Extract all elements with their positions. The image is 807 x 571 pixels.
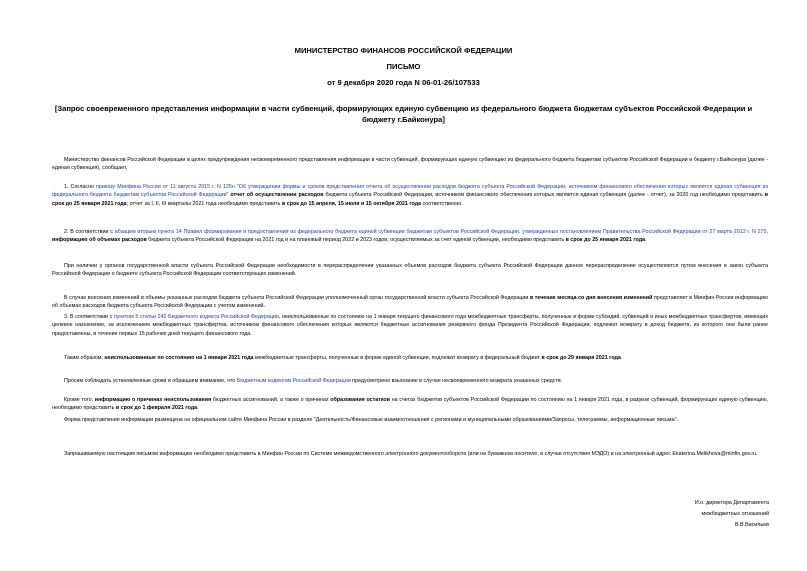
paragraph-8: Кроме того, информацию о причинах неиспользования бюджетных ассигнований, а также о причинах образования остатков на счетах бюджетов субъектов Российской Федерации по состоянию на 1 января 2021 года, в разрезе субвенций, формирующих единую субвенцию, необходимо представить в срок до 1 февраля 2021 года.: [52, 397, 768, 412]
budget-code-242-link[interactable]: пунктом 5 статьи 242 Бюджетного кодекса Российской Федерации: [113, 314, 279, 320]
signature-name: В.В.Васильев: [734, 522, 769, 528]
paragraph-3: При наличии у органов государственной власти субъекта Российской Федерации необходимости в перераспределении указанных объемов расходов бюджета субъекта Российской Федерации данное перераспределение осуществляется путем внесения в закон субъекта Российской Федерации о бюджете субъекта Российской Федерации соответствующих изменений.: [52, 263, 768, 278]
paragraph-10: Запрашиваемую настоящим письмом информацию необходимо представить в Минфин России по Системе межведомственного электронного документооборота (или на бумажном носителе, в случае отсутствия МЭДО) и на электронный адрес Ekaterina.Melikhova@minfin.gov.ru.: [64, 451, 758, 457]
paragraph-9: Форма представления информации размещена на официальном сайте Минфина России в разделе "Деятельность/Финансовые взаимоотношения с регионами и муниципальными образованиями/Запросы, телеграммы, информационные письма".: [64, 417, 678, 423]
paragraph-7: Просим соблюдать установленные сроки и обращаем внимание, что Бюджетным кодексом Российской Федерации предусмотрено взыскание в случае несвоевременного возврата указанных средств.: [64, 378, 563, 384]
document-type: ПИСЬМО: [386, 62, 421, 71]
rules-275-link[interactable]: абзацем вторым пункта 14 Правил формирования и предоставления из федерального бюджета единой субвенции бюджетам субъектов Российской Федерации, утвержденных постановлением Правительства Российской Федерации от 27 марта 2013 г. N 275: [114, 229, 767, 235]
paragraph-2: 2. В соответствии с абзацем вторым пункта 14 Правил формирования и предоставления из федерального бюджета единой субвенции бюджетам субъектов Российской Федерации, утвержденных постановлением Правительства Российской Федерации от 27 марта 2013 г. N 275, информацию об объемах расходов бюджета субъекта Российской Федерации на 2021 год и на плановый период 2022 и 2023 годов, осуществляемых за счет единой субвенции, необходимо представить в срок до 25 января 2021 года.: [52, 229, 768, 244]
paragraph-5: 3. В соответствии с пунктом 5 статьи 242 Бюджетного кодекса Российской Федерации, неиспользованные по состоянию на 1 января текущего финансового года межбюджетные трансферты, полученные в форме субсидий, субвенций и иных межбюджетных трансфертов, имеющих целевое назначение, за исключением межбюджетных трансфертов, источником финансового обеспечения которых являются бюджетные ассигнования резервного фонда Президента Российской Федерации, подлежат возврату в доход бюджета, из которого они были ранее предоставлены, в течение первых 15 рабочих дней текущего финансового года.: [52, 314, 768, 337]
paragraph-intro: Министерство финансов Российской Федерации в целях предупреждения несвоевременного представления информации в части субвенций, формирующих единую субвенцию из федерального бюджета бюджетам субъектов Российской Федерации и бюджету г.Байконура (далее - единая субвенция), сообщает.: [52, 157, 768, 172]
document-subject: [Запрос своевременного представления информации в части субвенций, формирующих единую субвенцию из федерального бюджета бюджетам субъектов Российской Федерации и бюджету г.Байконура]: [54, 104, 753, 124]
budget-code-link[interactable]: Бюджетным кодексом Российской Федерации: [236, 378, 351, 384]
ministry-title: МИНИСТЕРСТВО ФИНАНСОВ РОССИЙСКОЙ ФЕДЕРАЦИИ: [294, 46, 513, 55]
paragraph-6: Таким образом, неиспользованные по состоянию на 1 января 2021 года межбюджетные трансферты, полученные в форме единой субвенции, подлежат возврату в федеральный бюджет в срок до 29 января 2021 года.: [64, 355, 623, 361]
date-number: от 9 декабря 2020 года N 06-01-26/107533: [327, 78, 480, 87]
signature-line-1: И.о. директора Департамента: [694, 500, 769, 506]
paragraph-4: В случае внесения изменений в объемы указанных расходов бюджета субъекта Российской Федерации уполномоченный орган государственной власти субъекта Российской Федерации в течение месяца со дня внесения изменений представляет в Минфин России информацию об объемах расходов бюджета субъекта Российской Федерации с учетом изменений.: [52, 295, 768, 310]
order-125n-link[interactable]: приказу Минфина России от 11 августа 2015 г. N 125н "Об утверждении формы и сроков представления отчета об осуществлении расходов бюджета субъекта Российской Федерации, источником финансового обеспечения которых является единая субвенция из федерального бюджета бюджетам субъектов Российской Федерации": [52, 184, 768, 199]
signature-line-2: межбюджетных отношений: [701, 511, 769, 517]
paragraph-1: 1. Согласно приказу Минфина России от 11 августа 2015 г. N 125н "Об утверждении формы и сроков представления отчета об осуществлении расходов бюджета субъекта Российской Федерации, источником финансового обеспечения которых является единая субвенция из федерального бюджета бюджетам субъектов Российской Федерации" отчет об осуществлении расходов бюджета субъекта Российской Федерации, источником финансового обеспечения которых является единая субвенция (далее - отчет), за 2020 год необходимо представить в срок до 25 января 2021 года; отчет за I, II, III кварталы 2021 года необходимо представить в срок до 15 апреля, 15 июля и 15 октября 2021 года соответственно.: [52, 184, 768, 207]
